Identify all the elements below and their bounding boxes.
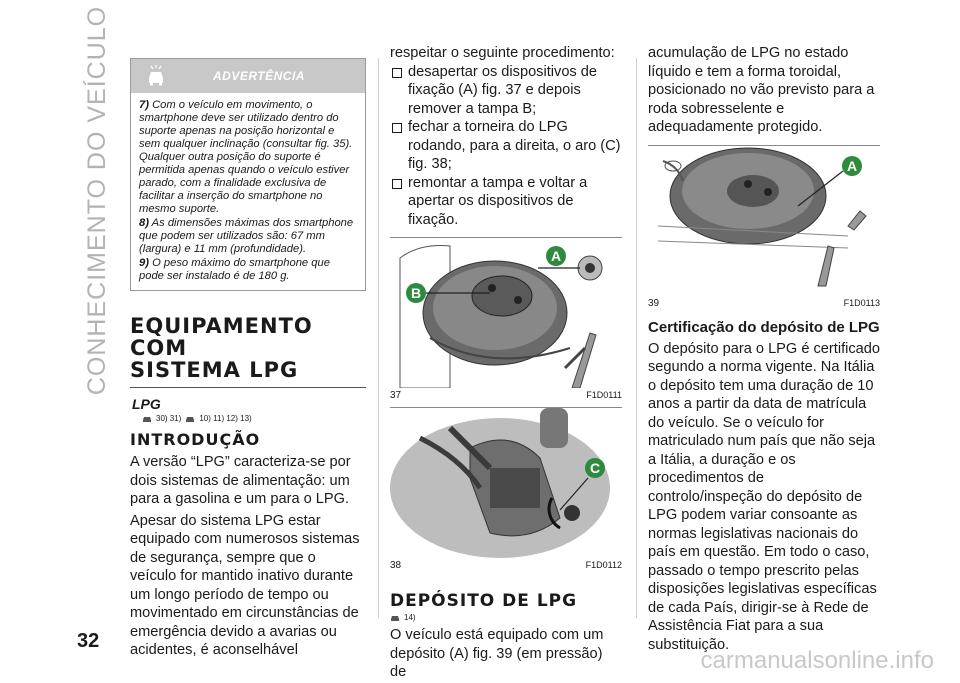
figure-caption: 37 F1D0111 (390, 390, 622, 401)
warning-header (131, 59, 365, 93)
column-1 (130, 58, 366, 660)
lpg-icon: LPG (132, 396, 161, 412)
column-3 (648, 44, 880, 654)
warning-item: 7) Com o veículo em movimento, o smartphone deve ser utilizado dentro do suporte apenas na posição horizontal e sem qualquer inclinação (consultar fig. 35). Qualquer outra posição do suporte é permitida apenas quando o veículo estiver parado, com a finalidade exclusiva de facilitar a inserção do smartphone no mesmo suporte. (139, 99, 353, 215)
figure-caption: 39 F1D0113 (648, 297, 880, 309)
label-a: A (550, 248, 562, 264)
warning-box (130, 58, 366, 291)
label-a: A (846, 157, 858, 174)
procedure-step: fechar a torneira do LPG rodando, para a direita, o aro (C) fig. 38; (390, 118, 622, 174)
page-number: 32 (77, 630, 100, 652)
label-c: C (589, 460, 601, 476)
figure-38 (390, 407, 622, 571)
deposit-reference: 14) (390, 613, 622, 622)
car-warning-icon (142, 415, 152, 423)
car-warning-icon (145, 65, 167, 87)
warning-title: ADVERTÊNCIA (213, 69, 305, 83)
deposit-title: DEPÓSITO DE LPG (390, 591, 578, 611)
warning-item: 9) O peso máximo do smartphone que pode ser instalado é de 180 g. (139, 257, 330, 282)
section-rule (130, 387, 366, 388)
column-2 (390, 44, 622, 682)
warning-item: 8) As dimensões máximas dos smartphone que podem ser utilizados são: 67 mm (largura) e 11 mm (profundidade). (139, 217, 354, 255)
section-title: EQUIPAMENTO COM SISTEMA LPG (130, 314, 313, 382)
car-warning-icon (185, 415, 195, 423)
label-b: B (410, 285, 422, 301)
reference-numbers: 30) 31) 10) 11) 12) 13) (142, 414, 252, 423)
lpg-valve-illustration (390, 408, 622, 558)
column-divider (378, 58, 379, 618)
procedure-step: desapertar os dispositivos de fixação (A) fig. 37 e depois remover a tampa B; (390, 63, 622, 119)
figure-37 (390, 237, 622, 401)
certification-paragraph: O depósito para o LPG é certificado segundo a norma vigente. Na Itália o depósito tem uma duração de 10 anos a partir da data de matrícula do veículo. Se o veículo for matriculado num país que não seja a Itália, a duração e os procedimentos de controlo/inspeção do depósito de LPG podem variar consoante as normas legislativas nacionais do país em questão. Em todo o caso, passado o tempo prescrito pelas disposições legislativas específicas de cada País, dirigir-se à Rede de Assistência Fiat para a sua substituição. (648, 340, 881, 653)
figure-39 (648, 145, 880, 309)
lpg-tank-illustration (390, 238, 622, 388)
column-divider (636, 58, 637, 618)
watermark: carmanualsonline.info (700, 647, 934, 674)
warning-body (131, 93, 365, 290)
certification-title: Certificação do depósito de LPG (648, 318, 880, 336)
intro-paragraph: A versão “LPG” caracteriza-se por dois sistemas de alimentação: um para a gasolina e um para o LPG. (130, 454, 351, 507)
procedure-step: remontar a tampa e voltar a apertar os dispositivos de fixação. (390, 174, 622, 230)
lpg-tank-spare-well-illustration (648, 146, 880, 296)
procedure-intro: respeitar o seguinte procedimento: (390, 45, 615, 61)
bullet-square-icon (392, 123, 402, 133)
intro-title: INTRODUÇÃO (130, 430, 261, 449)
bullet-square-icon (392, 68, 402, 78)
deposit-paragraph-cont: acumulação de LPG no estado líquido e tem a forma toroidal, posicionado no vão previsto para a roda sobresselente e adequadamente protegido. (648, 45, 875, 135)
car-warning-icon (390, 614, 400, 622)
deposit-paragraph: O veículo está equipado com um depósito (A) fig. 39 (em pressão) de (390, 627, 604, 680)
bullet-square-icon (392, 179, 402, 189)
intro-paragraph: Apesar do sistema LPG estar equipado com numerosos sistemas de segurança, sempre que o veículo for mantido inativo durante um longo período de tempo ou movimentado em circunstâncias de emergência devido a avarias ou acidentes, é aconselhável (130, 512, 360, 658)
chapter-title: CONHECIMENTO DO VEÍCULO (83, 5, 112, 395)
figure-caption: 38 F1D0112 (390, 560, 622, 571)
lpg-reference-row (130, 396, 366, 426)
